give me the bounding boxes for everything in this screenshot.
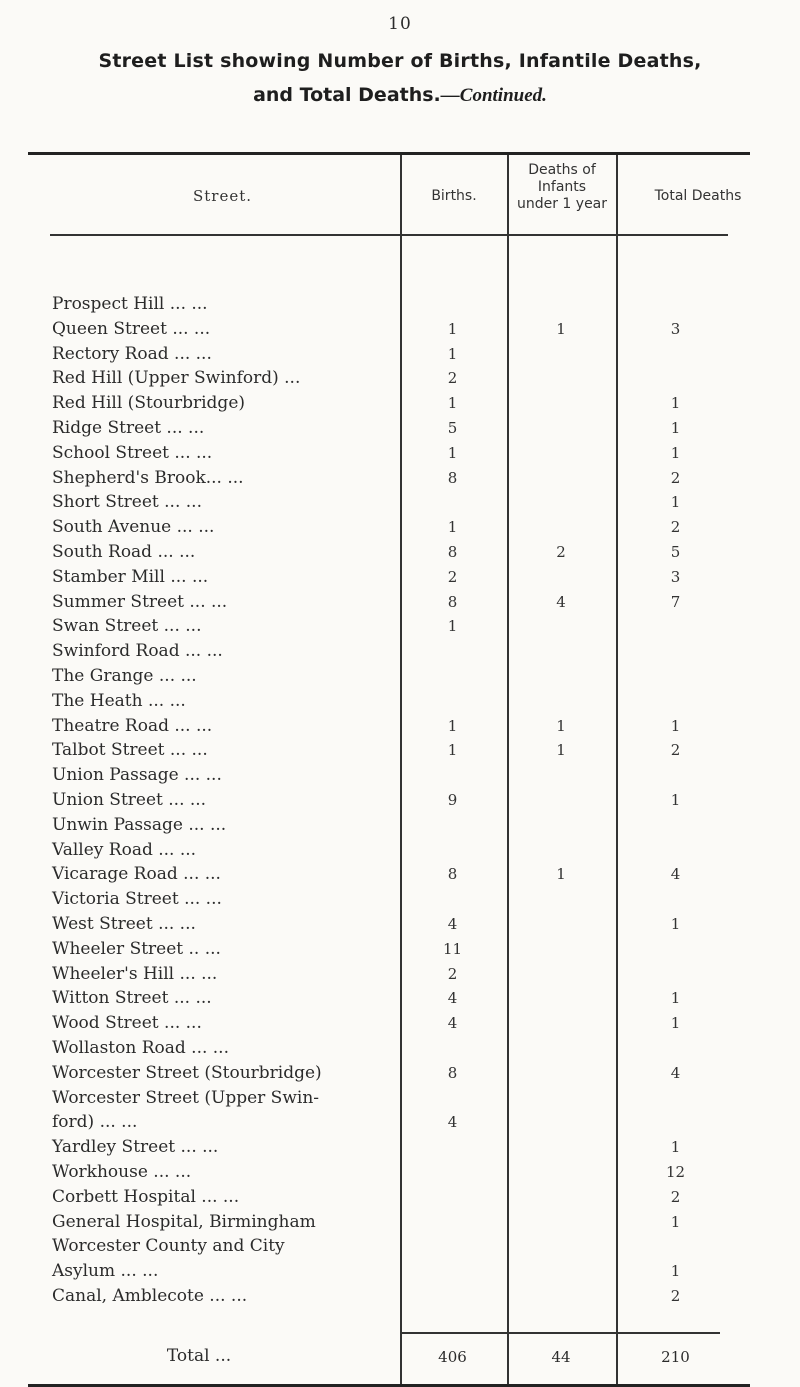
table-row (0, 689, 800, 713)
births-value: 2 (447, 369, 458, 388)
total-infant-deaths: 44 (551, 1348, 571, 1366)
table-row (0, 1259, 800, 1283)
street-name: Vicarage Road ... ... (52, 864, 221, 885)
header-total-deaths: Total Deaths (654, 188, 742, 204)
table-row (0, 1011, 800, 1035)
street-name: Wheeler Street .. ... (52, 938, 221, 959)
births-value: 4 (447, 989, 458, 1008)
table-row (0, 714, 800, 738)
total-deaths-value: 1 (670, 989, 681, 1008)
total-deaths-value: 2 (670, 1187, 681, 1206)
total-deaths-value: 1 (670, 1014, 681, 1033)
infant-deaths-value: 1 (556, 716, 566, 735)
table-row (0, 1110, 800, 1134)
table-row (0, 366, 800, 390)
table-row (0, 292, 800, 316)
table-row (0, 1160, 800, 1184)
table-header-rule (50, 234, 728, 236)
street-name: Union Passage ... ... (52, 765, 222, 786)
street-name: Worcester Street (Upper Swin- (52, 1087, 320, 1108)
table-row (0, 565, 800, 589)
table-row (0, 912, 800, 936)
street-name: Queen Street ... ... (52, 318, 211, 339)
births-value: 8 (447, 592, 458, 611)
table-row (0, 763, 800, 787)
street-name: The Grange ... ... (52, 666, 197, 686)
infant-deaths-value: 1 (556, 865, 566, 884)
street-name: Asylum ... ... (52, 1261, 159, 1282)
births-value: 1 (447, 394, 458, 413)
table-row (0, 466, 800, 490)
births-value: 8 (447, 865, 458, 884)
subtitle-continued: —Continued. (440, 85, 547, 106)
table-row (0, 515, 800, 539)
street-name: Wood Street ... ... (52, 1013, 202, 1034)
births-value: 8 (447, 468, 458, 487)
total-deaths-value: 1 (670, 394, 681, 413)
infant-deaths-value: 1 (556, 319, 566, 338)
total-deaths-value: 1 (670, 1262, 681, 1281)
total-deaths-value: 1 (670, 1138, 681, 1157)
page-number: 10 (388, 14, 412, 34)
table-row (0, 1210, 800, 1234)
table-row (0, 590, 800, 614)
table-row (0, 441, 800, 465)
births-value: 2 (447, 964, 458, 983)
street-name: Worcester County and City (52, 1236, 285, 1257)
street-name: Swan Street ... ... (52, 616, 202, 637)
total-deaths-value: 2 (670, 1287, 681, 1305)
total-deaths-value: 4 (670, 1063, 681, 1082)
total-deaths-value: 1 (670, 443, 681, 462)
births-value: 2 (447, 567, 458, 586)
table-row (0, 614, 800, 638)
table-row (0, 1036, 800, 1060)
street-name: South Avenue ... ... (52, 517, 215, 538)
table-row (0, 738, 800, 762)
total-deaths-value: 5 (670, 543, 681, 561)
table-total-rule (400, 1332, 720, 1334)
total-deaths-value: 1 (670, 419, 681, 437)
births-value: 1 (447, 319, 458, 338)
total-deaths: 210 (661, 1348, 690, 1366)
street-name: Prospect Hill ... ... (52, 294, 208, 314)
table-row (0, 1284, 800, 1308)
street-name: Red Hill (Stourbridge) (52, 393, 246, 414)
street-name: Swinford Road ... ... (52, 641, 223, 662)
street-name: Union Street ... ... (52, 790, 207, 810)
table-row (0, 342, 800, 366)
table-row (0, 664, 800, 688)
births-value: 5 (447, 419, 458, 437)
total-deaths-value: 2 (670, 518, 681, 537)
table-row (0, 540, 800, 564)
table-row (0, 788, 800, 812)
header-infant-line-3: under 1 year (516, 196, 608, 212)
infant-deaths-value: 4 (556, 592, 566, 611)
street-name: Worcester Street (Stourbridge) (52, 1062, 322, 1083)
table-row (0, 1061, 800, 1085)
header-infant-deaths (509, 162, 615, 213)
street-name: Witton Street ... ... (52, 988, 212, 1009)
table-row (0, 391, 800, 415)
births-value: 1 (447, 716, 458, 735)
street-name: Corbett Hospital ... ... (52, 1186, 240, 1207)
street-name: Unwin Passage ... ... (52, 814, 227, 835)
street-name: ford) ... ... (52, 1112, 138, 1133)
infant-deaths-value: 2 (556, 543, 566, 561)
header-street: Street. (192, 187, 253, 205)
total-deaths-value: 3 (670, 319, 681, 338)
births-value: 4 (447, 915, 458, 933)
street-name: Workhouse ... ... (52, 1162, 192, 1182)
table-row (0, 887, 800, 911)
total-label: Total ... (166, 1346, 232, 1366)
total-deaths-value: 1 (670, 1212, 681, 1231)
table-row (0, 1234, 800, 1258)
street-name: Short Street ... ... (52, 492, 202, 513)
total-deaths-value: 2 (670, 741, 681, 760)
births-value: 1 (447, 617, 458, 636)
total-deaths-value: 2 (670, 468, 681, 487)
births-value: 4 (447, 1014, 458, 1033)
births-value: 1 (447, 443, 458, 462)
street-name: School Street ... ... (52, 442, 213, 463)
street-name: Yardley Street ... ... (52, 1137, 219, 1158)
births-value: 9 (447, 791, 458, 809)
births-value: 8 (447, 543, 458, 561)
total-deaths-value: 3 (670, 567, 681, 586)
births-value: 11 (442, 939, 463, 958)
total-deaths-value: 12 (665, 1163, 686, 1181)
births-value: 1 (447, 518, 458, 537)
street-name: Shepherd's Brook... ... (52, 467, 244, 488)
table-row (0, 639, 800, 663)
infant-deaths-value: 1 (556, 741, 566, 760)
street-name: The Heath ... ... (52, 690, 186, 711)
table-row (0, 416, 800, 440)
street-name: Rectory Road ... ... (52, 343, 212, 364)
header-births: Births. (431, 188, 477, 204)
header-infant-line-1: Deaths of (528, 162, 596, 178)
table-row (0, 813, 800, 837)
table-row (0, 937, 800, 961)
street-name: Talbot Street ... ... (52, 740, 208, 761)
street-name: West Street ... ... (52, 914, 196, 934)
street-name: Ridge Street ... ... (52, 418, 205, 438)
table-row (0, 986, 800, 1010)
street-name: Summer Street ... ... (52, 591, 228, 612)
table-row (0, 1185, 800, 1209)
subtitle-main: and Total Deaths. (253, 84, 441, 106)
births-value: 1 (447, 344, 458, 363)
street-name: Valley Road ... ... (52, 839, 197, 860)
street-name: Canal, Amblecote ... ... (52, 1286, 248, 1306)
total-deaths-value: 1 (670, 716, 681, 735)
street-name: Wollaston Road ... ... (52, 1038, 229, 1058)
street-name: Wheeler's Hill ... ... (52, 963, 218, 984)
births-value: 8 (447, 1063, 458, 1082)
total-deaths-value: 4 (670, 865, 681, 884)
street-name: Theatre Road ... ... (52, 715, 213, 736)
table-row (0, 838, 800, 862)
table-row (0, 1135, 800, 1159)
header-infant-line-2: Infants (537, 179, 587, 195)
table-top-rule (28, 152, 750, 155)
street-name: South Road ... ... (52, 542, 196, 562)
street-name: General Hospital, Birmingham (52, 1211, 316, 1232)
street-name: Stamber Mill ... ... (52, 566, 209, 587)
total-deaths-value: 1 (670, 493, 681, 512)
total-deaths-value: 1 (670, 791, 681, 809)
table-row (0, 490, 800, 514)
total-deaths-value: 7 (670, 592, 681, 611)
total-births: 406 (438, 1348, 467, 1366)
table-row (0, 862, 800, 886)
page-title: Street List showing Number of Births, Infantile Deaths, (98, 50, 702, 72)
total-deaths-value: 1 (670, 915, 681, 933)
births-value: 4 (447, 1113, 458, 1132)
street-name: Red Hill (Upper Swinford) ... (52, 368, 301, 389)
table-row (0, 317, 800, 341)
table-row (0, 1086, 800, 1110)
table-row (0, 962, 800, 986)
street-name: Victoria Street ... ... (52, 889, 222, 910)
births-value: 1 (447, 741, 458, 760)
page-subtitle (0, 84, 800, 107)
